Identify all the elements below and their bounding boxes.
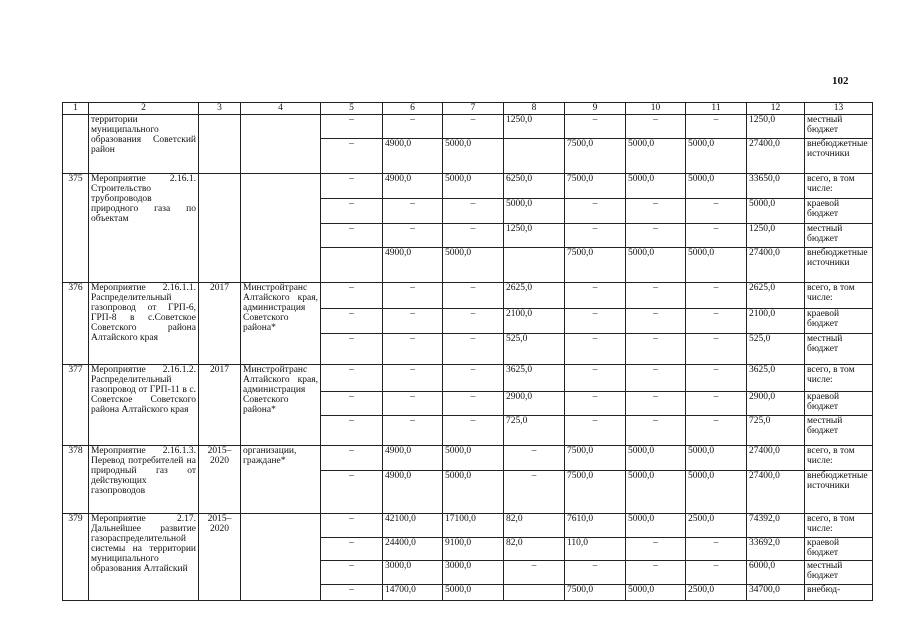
table-row [63,514,873,538]
value-cell: – [565,283,626,309]
value-cell: – [565,334,626,365]
funding-source: краевой бюджет [805,538,873,561]
value-cell: – [321,224,383,248]
value-cell: 5000,0 [443,139,504,174]
measure-description: Мероприятие 2.16.1.3. Перевод потребителей на природный газ от действующих газопроводов [89,446,199,514]
value-cell: 5000,0 [686,471,747,514]
value-cell: – [565,309,626,334]
funding-source: внебюджетные источники [805,139,873,174]
measure-description: Мероприятие 2.16.1.1. Распределительный газопровод от ГРП-6, ГРП-8 в с.Советское Советского района Алтайского края [89,283,199,365]
value-cell: – [321,416,383,446]
value-cell [504,139,565,174]
funding-source: внебюджетные источники [805,471,873,514]
value-cell: 2625,0 [747,283,805,309]
budget-table [62,102,873,601]
value-cell: – [686,334,747,365]
value-cell: – [321,446,383,471]
value-cell: – [443,283,504,309]
value-cell: 3000,0 [383,561,443,585]
executor [241,514,321,601]
value-cell: 5000,0 [747,199,805,224]
value-cell: – [626,199,686,224]
value-cell: – [321,585,383,601]
value-cell: – [626,561,686,585]
value-cell: 5000,0 [686,174,747,199]
value-cell: 74392,0 [747,514,805,538]
value-cell: 4900,0 [383,471,443,514]
value-cell: – [565,365,626,392]
value-cell: – [443,365,504,392]
value-cell: 27400,0 [747,446,805,471]
funding-source: местный бюджет [805,115,873,139]
value-cell: 82,0 [504,538,565,561]
value-cell: 5000,0 [626,446,686,471]
funding-source: всего, в том числе: [805,446,873,471]
value-cell: 5000,0 [626,471,686,514]
value-cell: – [443,224,504,248]
implementation-period: 2017 [199,283,241,365]
column-header-5: 5 [321,103,383,115]
value-cell: – [626,392,686,416]
value-cell: – [383,224,443,248]
value-cell: 1250,0 [747,224,805,248]
value-cell: 4900,0 [383,139,443,174]
funding-source: всего, в том числе: [805,174,873,199]
value-cell: – [565,392,626,416]
value-cell: – [686,365,747,392]
value-cell: – [383,283,443,309]
executor: Минстройтранс Алтайского края, администрация Советского района* [241,365,321,446]
value-cell: – [321,471,383,514]
executor [241,174,321,283]
value-cell: – [443,199,504,224]
value-cell: – [504,471,565,514]
value-cell: 33692,0 [747,538,805,561]
column-header-10: 10 [626,103,686,115]
page-number: 102 [832,75,849,87]
value-cell: – [504,446,565,471]
value-cell: 5000,0 [626,248,686,283]
value-cell: 42100,0 [383,514,443,538]
value-cell: 14700,0 [383,585,443,601]
value-cell: – [626,309,686,334]
value-cell: – [565,224,626,248]
funding-source: местный бюджет [805,561,873,585]
column-header-6: 6 [383,103,443,115]
value-cell: 7500,0 [565,471,626,514]
column-header-4: 4 [241,103,321,115]
value-cell: – [443,115,504,139]
value-cell: 1250,0 [504,115,565,139]
row-number: 377 [63,365,89,446]
value-cell: – [686,283,747,309]
row-number: 379 [63,514,89,601]
value-cell: – [686,416,747,446]
funding-source: краевой бюджет [805,309,873,334]
value-cell: 110,0 [565,538,626,561]
column-header-8: 8 [504,103,565,115]
value-cell: – [565,115,626,139]
row-number: 376 [63,283,89,365]
value-cell: 5000,0 [443,174,504,199]
measure-description: Мероприятие 2.17. Дальнейшее развитие газораспределительной системы на территории муниципального образования Алтайский [89,514,199,601]
value-cell: 525,0 [504,334,565,365]
implementation-period: 2015–2020 [199,514,241,601]
value-cell: – [626,115,686,139]
funding-source: внебюджетные источники [805,248,873,283]
value-cell: – [626,334,686,365]
value-cell: 33650,0 [747,174,805,199]
value-cell: 5000,0 [443,471,504,514]
column-header-1: 1 [63,103,89,115]
table-row [63,115,873,139]
value-cell: – [383,365,443,392]
value-cell: – [383,199,443,224]
funding-source: всего, в том числе: [805,514,873,538]
measure-description: Мероприятие 2.16.1.2. Распределительный газопровод от ГРП-11 в с. Советское Советского района Алтайского края [89,365,199,446]
value-cell: 7500,0 [565,174,626,199]
table-body [63,115,873,601]
value-cell: – [383,309,443,334]
value-cell: – [686,199,747,224]
header-row [63,103,873,115]
value-cell: – [686,392,747,416]
value-cell: – [626,416,686,446]
table-row [63,283,873,309]
value-cell: – [686,538,747,561]
value-cell: – [686,561,747,585]
value-cell: 7500,0 [565,446,626,471]
funding-source: местный бюджет [805,416,873,446]
value-cell: – [321,139,383,174]
value-cell: 525,0 [747,334,805,365]
value-cell: 4900,0 [383,446,443,471]
value-cell: – [443,334,504,365]
value-cell: – [321,199,383,224]
column-header-11: 11 [686,103,747,115]
value-cell: – [321,174,383,199]
value-cell: 4900,0 [383,174,443,199]
value-cell: 5000,0 [686,139,747,174]
measure-description: территории муниципального образования Советский район [89,115,199,174]
funding-source: местный бюджет [805,224,873,248]
value-cell: – [321,365,383,392]
value-cell: – [321,514,383,538]
value-cell: – [504,561,565,585]
value-cell: 82,0 [504,514,565,538]
value-cell: 3625,0 [504,365,565,392]
value-cell: 2500,0 [686,514,747,538]
value-cell: 2100,0 [504,309,565,334]
implementation-period: 2017 [199,365,241,446]
value-cell: – [565,561,626,585]
funding-source: всего, в том числе: [805,283,873,309]
value-cell: – [321,392,383,416]
column-header-9: 9 [565,103,626,115]
value-cell: 725,0 [747,416,805,446]
value-cell: – [321,115,383,139]
value-cell: – [321,334,383,365]
value-cell: 5000,0 [626,585,686,601]
funding-source: краевой бюджет [805,199,873,224]
row-number: 378 [63,446,89,514]
value-cell: – [383,334,443,365]
value-cell: 6000,0 [747,561,805,585]
value-cell [321,248,383,283]
value-cell: – [626,224,686,248]
value-cell: – [686,224,747,248]
value-cell: 5000,0 [626,514,686,538]
value-cell: 34700,0 [747,585,805,601]
value-cell: 2100,0 [747,309,805,334]
value-cell: – [443,309,504,334]
value-cell: – [321,283,383,309]
value-cell: 3000,0 [443,561,504,585]
value-cell: 5000,0 [686,248,747,283]
value-cell: – [626,283,686,309]
value-cell [504,585,565,601]
value-cell: 4900,0 [383,248,443,283]
value-cell: – [321,538,383,561]
value-cell: 2900,0 [504,392,565,416]
row-number [63,115,89,174]
value-cell: 27400,0 [747,248,805,283]
value-cell: – [565,416,626,446]
value-cell: 5000,0 [504,199,565,224]
value-cell: 9100,0 [443,538,504,561]
column-header-13: 13 [805,103,873,115]
implementation-period: 2015–2020 [199,446,241,514]
value-cell: 7500,0 [565,248,626,283]
value-cell: 5000,0 [626,139,686,174]
executor: Минстройтранс Алтайского края, администрация Советского района* [241,283,321,365]
value-cell: 725,0 [504,416,565,446]
value-cell: – [321,561,383,585]
value-cell: 6250,0 [504,174,565,199]
value-cell: – [626,365,686,392]
funding-source: краевой бюджет [805,392,873,416]
value-cell: 1250,0 [504,224,565,248]
implementation-period [199,174,241,283]
value-cell: 5000,0 [686,446,747,471]
value-cell: – [626,538,686,561]
value-cell: 2500,0 [686,585,747,601]
funding-source: местный бюджет [805,334,873,365]
value-cell: 5000,0 [626,174,686,199]
value-cell [504,248,565,283]
value-cell: 1250,0 [747,115,805,139]
value-cell: – [443,416,504,446]
funding-source: внебюд- [805,585,873,601]
value-cell: 7500,0 [565,139,626,174]
value-cell: 5000,0 [443,248,504,283]
value-cell: 7610,0 [565,514,626,538]
value-cell: – [383,392,443,416]
value-cell: – [383,115,443,139]
value-cell: – [686,115,747,139]
value-cell: – [443,392,504,416]
table-row [63,174,873,199]
column-header-12: 12 [747,103,805,115]
value-cell: 17100,0 [443,514,504,538]
value-cell: 27400,0 [747,471,805,514]
value-cell: – [383,416,443,446]
measure-description: Мероприятие 2.16.1. Строительство трубопроводов природного газа по объектам [89,174,199,283]
implementation-period [199,115,241,174]
value-cell: 7500,0 [565,585,626,601]
value-cell: 5000,0 [443,585,504,601]
row-number: 375 [63,174,89,283]
column-header-3: 3 [199,103,241,115]
value-cell: – [686,309,747,334]
value-cell: 3625,0 [747,365,805,392]
value-cell: 2900,0 [747,392,805,416]
column-header-2: 2 [89,103,199,115]
value-cell: – [321,309,383,334]
executor [241,115,321,174]
table-row [63,446,873,471]
value-cell: 24400,0 [383,538,443,561]
executor: организации, граждане* [241,446,321,514]
funding-source: всего, в том числе: [805,365,873,392]
table-row [63,365,873,392]
value-cell: 5000,0 [443,446,504,471]
value-cell: – [565,199,626,224]
value-cell: 2625,0 [504,283,565,309]
column-header-7: 7 [443,103,504,115]
value-cell: 27400,0 [747,139,805,174]
